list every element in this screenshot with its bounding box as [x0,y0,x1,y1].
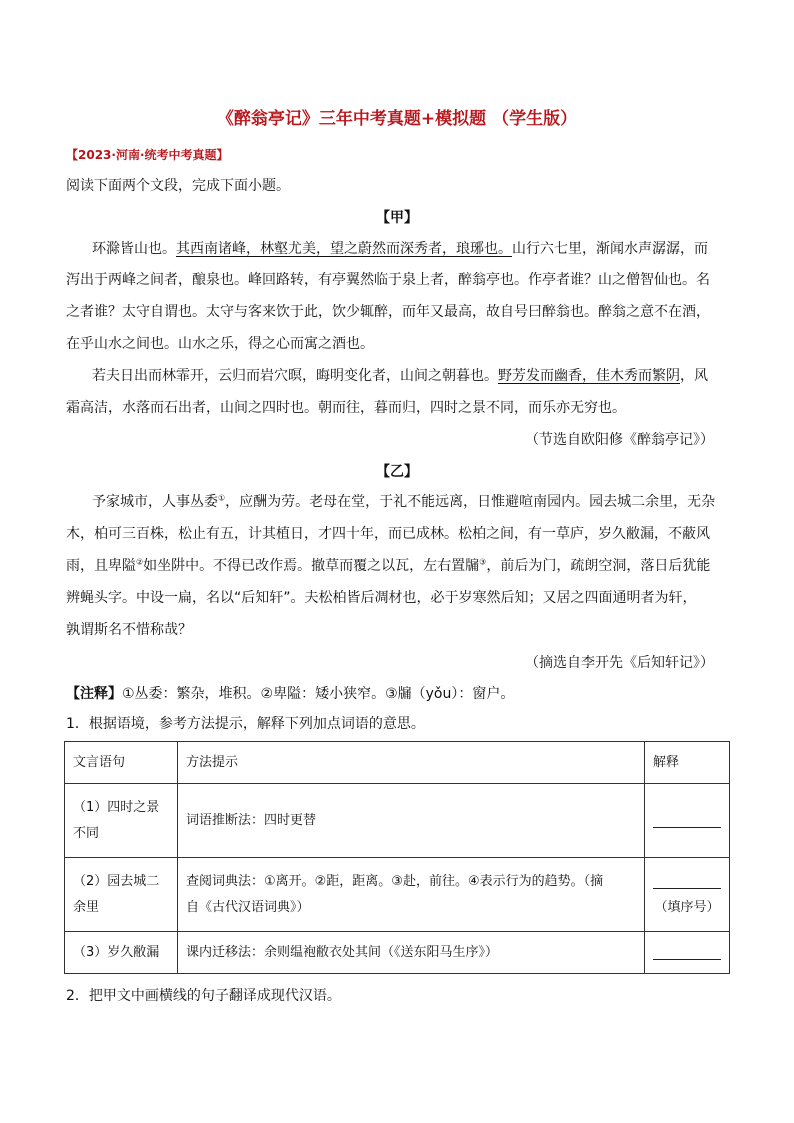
table-cell-answer [645,784,730,858]
passage-b-line-2: 木，柏可三百株，松止有五，计其植日，才四十年，而已成林。松柏之间，有一草庐，岁久敝漏，不蔽风 [66,526,710,542]
text-segment: 环滁皆山也。 [92,241,176,257]
exam-source-tag: 【2023·河南·统考中考真题】 [66,148,229,162]
answer-blank[interactable] [653,874,721,889]
table-cell-hint [178,858,645,932]
passage-b-source: （摘选自李开先《后知轩记》） [525,655,714,671]
page-title: 《醉翁亭记》三年中考真题+模拟题 （学生版） [216,109,578,129]
passage-b-line-5: 孰谓斯名不惜称哉？ [66,622,192,638]
table-header: 解释 [645,742,730,784]
passage-b-line-1 [92,492,715,512]
text-segment: 予家城市，人事丛委 [92,494,218,510]
answer-blank[interactable] [653,813,721,828]
underlined-sentence-2: 野芳发而幽香，佳木秀而繁阴 [498,368,680,384]
passage-a-line-2: 泻出于两峰之间者，酿泉也。峰回路转，有亭翼然临于泉上者，醉翁亭也。作亭者谁？山之僧智仙也。名 [66,272,710,288]
table-header: 文言语句 [65,742,178,784]
passage-a-line-3: 之者谁？太守自谓也。太守与客来饮于此，饮少辄醉，而年又最高，故自号曰醉翁也。醉翁之意不在酒， [66,304,710,320]
passage-a-line-1 [92,239,708,259]
text-segment: 若夫日出而林霏开，云归而岩穴暝，晦明变化者，山间之朝暮也。 [92,368,498,384]
cell-text: 余里 [73,899,100,915]
table-header: 方法提示 [178,742,645,784]
passage-a-heading: 【甲】 [376,210,418,226]
fill-in-note: （填序号） [654,899,720,915]
table-cell-sentence [65,858,178,932]
table-row [65,932,730,974]
table-cell-answer [645,858,730,932]
table-header-row [65,742,730,784]
passage-b-heading: 【乙】 [376,464,418,480]
passage-a-line-5 [92,366,708,386]
cell-text: （2）园去城二 [73,873,160,889]
text-segment: 如坐阱中。不得已改作焉。撤草而覆之以瓦，左右置牖 [143,558,480,574]
cell-text: 自《古代汉语词典》） [186,899,310,915]
passage-b-line-3 [66,556,710,576]
text-segment: ，应酬为劳。老母在堂，于礼不能远离，日惟避喧南园内。园去城二余里，无杂 [225,494,716,510]
footnote-marker: ③ [479,557,487,567]
text-segment: ，前后为门，疏朗空洞，落日后犹能 [486,558,711,574]
table-cell-hint: 课内迁移法：余则缊袍敝衣处其间（《送东阳马生序》） [178,932,645,974]
footnote-marker: ② [136,557,144,567]
question-2: 2．把甲文中画横线的句子翻译成现代汉语。 [66,988,341,1004]
passage-a-line-6: 霜高洁，水落而石出者，山间之四时也。朝而往，暮而归，四时之景不同，而乐亦无穷也。 [66,400,626,416]
text-segment: ，风 [680,368,708,384]
instruction: 阅读下面两个文段，完成下面小题。 [66,178,290,194]
table-row [65,784,730,858]
underlined-sentence-1: 其西南诸峰，林壑尤美，望之蔚然而深秀者，琅琊也。 [176,241,512,257]
passage-a-source: （节选自欧阳修《醉翁亭记》） [525,432,714,448]
passage-a-line-4: 在乎山水之间也。山水之乐，得之心而寓之酒也。 [66,336,374,352]
cell-text: 不同 [73,825,100,841]
table-cell-hint: 词语推断法：四时更替 [178,784,645,858]
answer-blank[interactable] [653,945,721,960]
table-cell-sentence [65,784,178,858]
answer-table [64,741,730,974]
table-cell-sentence: （3）岁久敝漏 [65,932,178,974]
passage-b-line-4: 辨蝇头字。中设一扁，名以“后知轩”。夫松柏皆后凋材也，必于岁寒然后知；又居之四面通明者为轩， [66,590,697,606]
table-row [65,858,730,932]
cell-text: 查阅词典法：①离开。②距，距离。③赴，前往。④表示行为的趋势。（摘 [186,873,604,889]
text-segment: 雨，且卑隘 [66,558,136,574]
annotations-text: ①丛委：繁杂，堆积。②卑隘：矮小狭窄。③牖（yǒu）：窗户。 [122,686,515,702]
cell-text: （1）四时之景 [73,799,160,815]
annotations-label: 【注释】 [66,686,122,702]
question-1: 1．根据语境，参考方法提示，解释下列加点词语的意思。 [66,716,425,732]
annotations [66,684,514,704]
table-cell-answer [645,932,730,974]
text-segment: 山行六七里，渐闻水声潺潺，而 [512,241,708,257]
footnote-marker: ① [218,493,226,503]
